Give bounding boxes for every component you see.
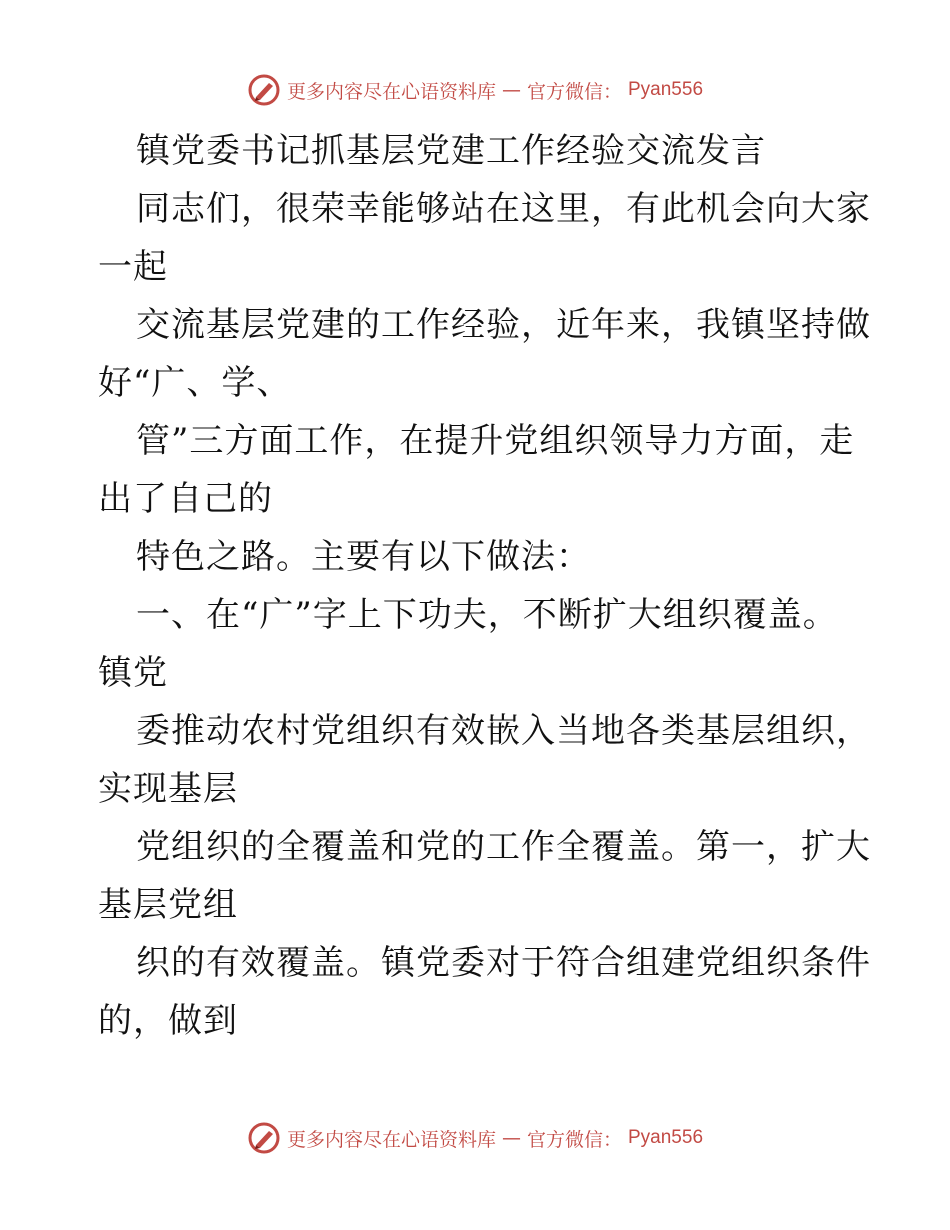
header-watermark-banner: [0, 70, 950, 110]
text-line: 特色之路。主要有以下做法：: [136, 537, 591, 577]
banner-wechat-id: Pyan556: [628, 79, 704, 100]
pen-logo-icon: [247, 73, 281, 107]
text-line: 出了自己的: [98, 479, 273, 519]
banner-text: 更多内容尽在心语资料库: [286, 80, 496, 103]
text-line: 好“广、学、: [98, 363, 292, 403]
banner-separator: —: [501, 79, 521, 101]
text-line: 镇党: [98, 653, 168, 693]
banner-wechat-id: Pyan556: [628, 1127, 704, 1148]
text-line: 一起: [98, 247, 168, 287]
text-line: 党组织的全覆盖和党的工作全覆盖。第一，扩大: [136, 827, 871, 867]
banner-separator: —: [501, 1127, 521, 1149]
text-line: 织的有效覆盖。镇党委对于符合组建党组织条件: [136, 943, 871, 983]
footer-watermark-banner: [0, 1118, 950, 1158]
banner-text: 更多内容尽在心语资料库: [286, 1128, 496, 1151]
text-line: 实现基层: [98, 769, 238, 809]
section-heading: 一、在“广”字上下功夫，不断扩大组织覆盖。: [136, 595, 838, 635]
document-title: 镇党委书记抓基层党建工作经验交流发言: [136, 131, 766, 171]
pen-logo-icon: [247, 1121, 281, 1155]
text-line: 的，做到: [98, 1001, 238, 1041]
text-line: 基层党组: [98, 885, 238, 925]
text-line: 委推动农村党组织有效嵌入当地各类基层组织，: [136, 711, 871, 751]
banner-wechat-label: 官方微信：: [526, 80, 622, 103]
banner-wechat-label: 官方微信：: [526, 1128, 622, 1151]
text-line: 管”三方面工作，在提升党组织领导力方面，走: [136, 421, 855, 461]
document-body: [98, 122, 871, 1050]
text-line: 同志们，很荣幸能够站在这里，有此机会向大家: [136, 189, 871, 229]
text-line: 交流基层党建的工作经验，近年来，我镇坚持做: [136, 305, 871, 345]
